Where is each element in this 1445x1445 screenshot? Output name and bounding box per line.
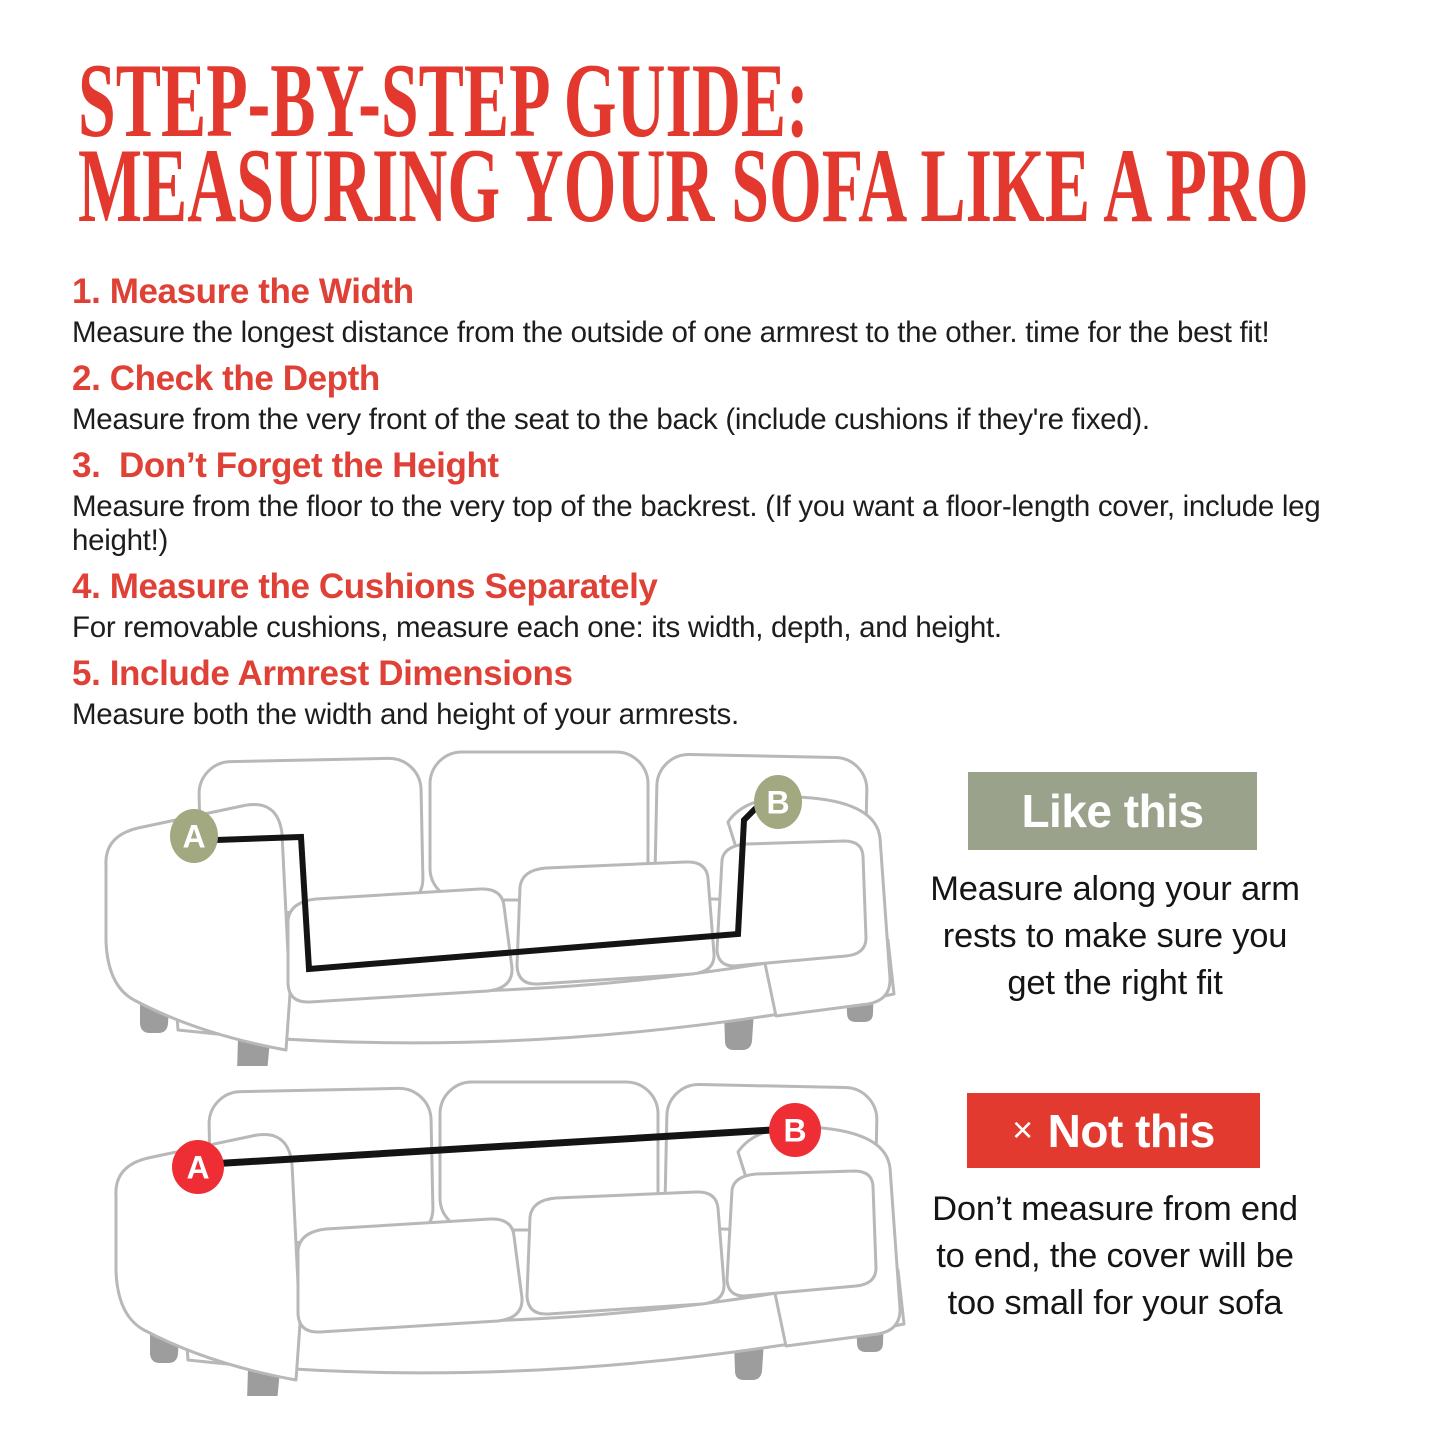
like-this-caption-line-1: Measure along your arm	[930, 870, 1300, 908]
marker-b-badge	[769, 1103, 821, 1157]
sofa-diagram-like-this	[88, 742, 912, 1066]
step-1-body: Measure the longest distance from the outside of one armrest to the other. time for the best fit!	[72, 316, 1270, 349]
not-this-caption-line-2: to end, the cover will be	[936, 1237, 1294, 1275]
marker-a-badge	[170, 809, 218, 863]
marker-a-badge	[172, 1140, 224, 1194]
marker-a-label: A	[182, 818, 206, 855]
not-this-caption-line-1: Don’t measure from end	[932, 1190, 1298, 1228]
x-icon: ×	[1012, 1108, 1033, 1150]
not-this-caption	[885, 1186, 1345, 1327]
like-this-label: Like this	[1021, 785, 1204, 837]
step-5-heading: 5. Include Armrest Dimensions	[72, 654, 573, 693]
step-2	[72, 359, 1402, 437]
sofa-diagram-not-this	[98, 1072, 922, 1396]
step-1-heading: 1. Measure the Width	[72, 272, 414, 311]
step-5-body: Measure both the width and height of your armrests.	[72, 698, 739, 731]
marker-b-label: B	[783, 1112, 807, 1149]
step-4	[72, 567, 1402, 645]
marker-b-badge	[754, 775, 802, 829]
step-1	[72, 272, 1402, 350]
step-4-heading: 4. Measure the Cushions Separately	[72, 567, 658, 606]
like-this-caption-line-2: rests to make sure you	[942, 917, 1288, 955]
step-3-heading: 3. Don’t Forget the Height	[72, 446, 499, 485]
step-3-body: Measure from the floor to the very top of the backrest. (If you want a floor-length cover, include leg height!)	[72, 490, 1321, 557]
not-this-label: Not this	[1047, 1104, 1215, 1157]
not-this-badge	[967, 1093, 1260, 1168]
step-2-heading: 2. Check the Depth	[72, 359, 380, 398]
step-3	[72, 446, 1402, 558]
page-title	[78, 42, 1309, 244]
marker-b-label: B	[766, 784, 790, 821]
steps-list	[72, 272, 1402, 741]
like-this-caption-line-3: get the right fit	[1007, 964, 1223, 1002]
marker-a-label: A	[186, 1149, 210, 1186]
like-this-badge	[968, 772, 1257, 850]
step-4-body: For removable cushions, measure each one: its width, depth, and height.	[72, 611, 1002, 644]
like-this-caption	[885, 866, 1345, 1007]
page-title-line-1: STEP-BY-STEP GUIDE:	[78, 42, 809, 159]
step-5	[72, 654, 1402, 732]
step-2-body: Measure from the very front of the seat to the back (include cushions if they're fixed).	[72, 403, 1150, 436]
not-this-caption-line-3: too small for your sofa	[947, 1284, 1283, 1322]
page-title-line-2: MEASURING YOUR SOFA LIKE A PRO	[78, 127, 1309, 244]
